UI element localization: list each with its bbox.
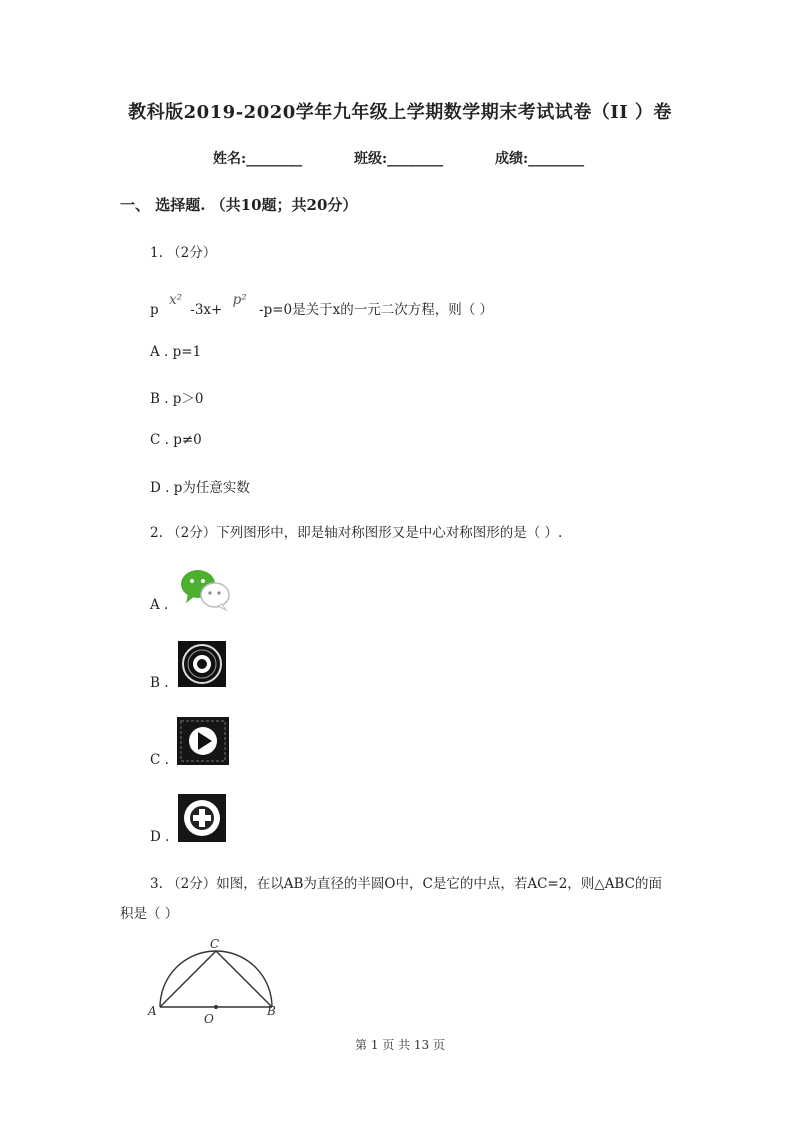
q1-stem — [150, 292, 494, 318]
name-field: 姓名:________ — [213, 151, 303, 167]
score-field: 成绩:________ — [495, 151, 585, 167]
q1-option-b: B . p＞0 — [150, 391, 204, 407]
q2-option-b: B . — [150, 675, 169, 691]
label-c: C — [210, 937, 220, 951]
q3-stem-line2: 积是（ ） — [120, 906, 179, 922]
center-point — [214, 1005, 218, 1009]
page-title: 教科版2019-2020学年九年级上学期数学期末考试试卷（II ）卷 — [128, 102, 672, 123]
q2-option-c: C . — [150, 752, 169, 768]
label-o: O — [204, 1012, 214, 1026]
label-a: A — [148, 1004, 157, 1018]
section-heading: 一、 选择题. （共10题；共20分） — [120, 196, 358, 214]
q2-option-d: D . — [150, 829, 170, 845]
q3-stem-line1: 3. （2分）如图，在以AB为直径的半圆O中，C是它的中点，若AC=2，则△ABC的面 — [150, 876, 662, 892]
q1-mid: -3x+ — [190, 302, 223, 318]
q1-p: p — [150, 302, 159, 318]
q1-number: 1. （2分） — [150, 245, 217, 261]
q2-option-a: A . — [150, 597, 169, 613]
wechat-icon — [178, 566, 234, 612]
q1-p2: p² — [232, 292, 247, 308]
q1-x2: x² — [168, 292, 182, 308]
q1-option-a: A . p=1 — [150, 344, 202, 360]
q1-option-c: C . p≠0 — [150, 432, 202, 448]
q2-stem: 2. （2分）下列图形中，即是轴对称图形又是中心对称图形的是（ ）. — [150, 525, 563, 541]
page-footer: 第 1 页 共 13 页 — [355, 1038, 445, 1052]
semicircle-diagram — [145, 935, 285, 1027]
label-b: B — [267, 1004, 276, 1018]
play-icon — [177, 717, 229, 765]
q1-rest: -p=0是关于x的一元二次方程，则（ ） — [259, 302, 494, 318]
plus-circle-icon — [178, 794, 226, 842]
target-circle-icon — [178, 641, 226, 687]
q1-option-d: D . p为任意实数 — [150, 480, 250, 496]
class-field: 班级:________ — [354, 151, 444, 167]
